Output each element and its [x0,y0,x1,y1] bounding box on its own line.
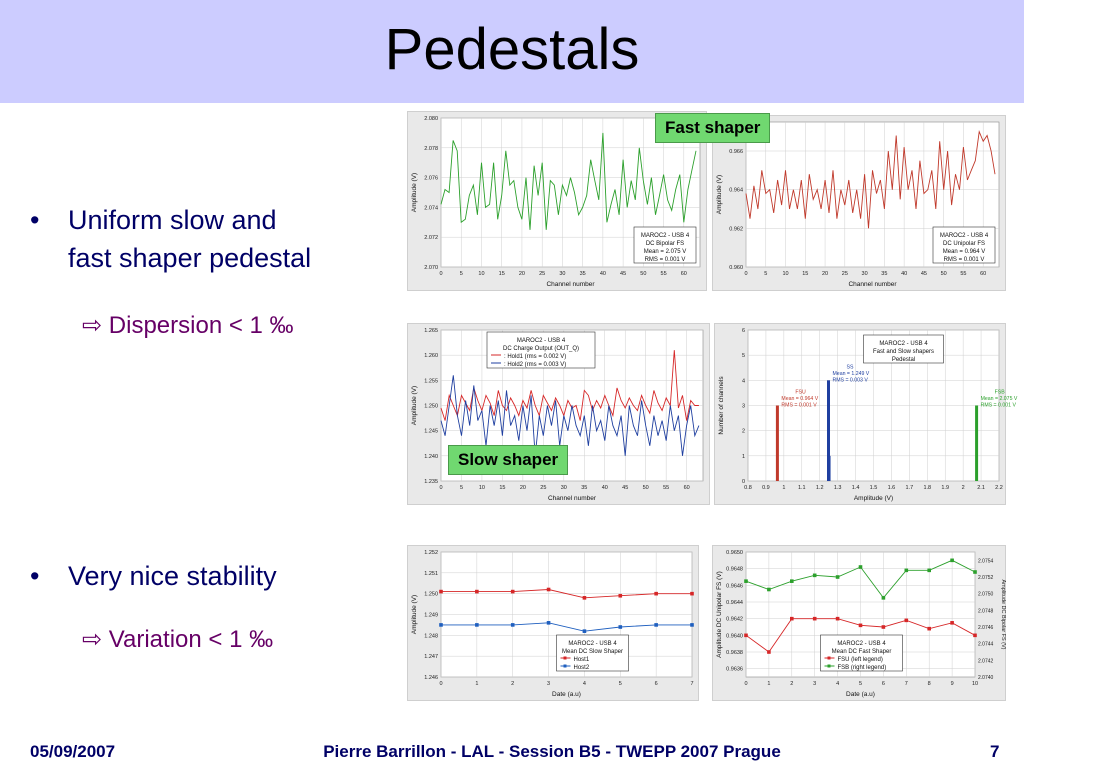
data-point [618,594,622,598]
y-tick-label: 2.076 [424,175,438,182]
x-axis-label: Date (a.u) [552,691,581,698]
y-tick-label: 1.249 [424,612,438,619]
y-tick-label: 2 [741,428,745,435]
chart-charge-output [407,323,710,505]
x-tick-label: 40 [599,271,606,277]
x-tick-label: 35 [881,271,888,277]
y-tick-label: 1.240 [424,453,438,460]
chart-pedestal-histogram [714,323,1018,505]
x-tick-label: 1.5 [869,485,878,491]
x-tick-label: 15 [802,271,809,277]
y-tick-label: 0.9646 [726,583,743,590]
data-point [859,624,863,628]
data-point [790,579,794,583]
y-tick-label: 2.078 [424,145,438,152]
data-point [767,650,771,654]
x-tick-label: 1.4 [851,485,860,491]
slow-shaper-label: Slow shaper [448,445,568,475]
y-tick-label: 1.265 [424,328,438,334]
x-tick-label: 60 [980,271,987,277]
y-tick-label: 2.072 [424,235,438,242]
chart-fast-shaper-stability [712,545,1006,701]
y-tick-label: 0.960 [729,265,743,271]
sub-variation-text: Variation < 1 ‰ [108,626,274,653]
x-tick-label: 4 [582,681,586,687]
x-tick-label: 30 [861,271,868,277]
x-tick-label: 9 [950,681,954,687]
data-point [950,559,954,563]
footer-title: Pierre Barrillon - LAL - Session B5 - TWEPP 2007 Prague [323,742,781,761]
data-point [654,592,658,596]
x-tick-label: 7 [690,681,694,687]
x-tick-label: 20 [519,485,526,491]
data-point [583,629,587,633]
data-point [547,621,551,625]
x-tick-label: 1.1 [797,485,806,491]
legend-entry: : Hold1 (rms = 0.002 V) [504,354,567,360]
data-point [690,623,694,627]
arrow-icon: ⇨ [82,626,103,653]
x-tick-label: 5 [618,681,622,687]
y-tick-label: 2.080 [424,116,438,122]
data-point [859,565,863,569]
y-tick-label: 1.247 [424,654,438,661]
data-point [654,623,658,627]
x-tick-label: 2 [511,681,515,687]
legend-entry: MAROC2 - USB 4 [939,233,989,239]
legend-entry: Fast and Slow shapers [872,349,935,355]
y-tick-label: 0.9636 [726,666,743,673]
bullet-line-1: Uniform slow and [68,205,277,235]
y-tick-label: 0 [741,479,745,485]
histogram-bar [776,406,779,482]
x-axis-label: Amplitude (V) [853,495,894,502]
y-axis-label: Number of channels [718,376,725,435]
legend-marker [828,657,831,660]
x-tick-label: 40 [901,271,908,277]
data-point [973,570,977,574]
series-note: Mean = 0.964 V [781,396,819,402]
fast-shaper-label: Fast shaper [655,113,770,143]
x-axis-label: Channel number [547,495,597,502]
legend-marker [564,657,567,660]
chart-svg [408,546,698,700]
x-tick-label: 2.1 [977,485,985,491]
bullet-stability [30,557,390,595]
x-tick-label: 55 [660,271,667,277]
series-note: Mean = 2.075 V [980,396,1018,402]
data-point [618,625,622,629]
x-tick-label: 35 [579,271,586,277]
y-tick-label: 2.070 [424,265,438,271]
legend-entry: Host1 [573,657,590,663]
chart-svg [713,546,1005,700]
page-title: Pedestals [384,17,640,82]
data-point [475,590,479,594]
y-tick-label: 5 [741,353,745,360]
y-tick-label: 1.235 [424,479,438,485]
legend-entry: RMS = 0.001 V [644,257,686,263]
x-tick-label: 1.3 [833,485,842,491]
x-axis-label: Channel number [546,281,595,288]
y2-axis-label: Amplitude DC Bipolar FS (V) [1000,579,1006,650]
legend-entry: Pedestal [891,357,916,363]
y-tick-label: 1.246 [424,675,438,681]
y-tick-label: 0.9644 [726,600,743,606]
x-tick-label: 50 [640,271,647,277]
x-tick-label: 45 [920,271,927,277]
y-axis-label: Amplitude (V) [411,172,418,213]
data-point [547,588,551,592]
y-tick-label: 0.966 [729,149,743,155]
legend-entry: Mean DC Fast Shaper [831,649,892,655]
x-tick-label: 60 [683,485,690,491]
x-tick-label: 10 [478,485,485,491]
data-point [744,579,748,583]
legend-entry: DC Bipolar FS [645,241,685,247]
x-tick-label: 40 [601,485,608,491]
x-tick-label: 50 [940,271,947,277]
bullet-uniform-pedestal [30,201,390,277]
data-point [950,621,954,625]
y2-tick-label: 2.0744 [978,641,994,648]
x-tick-label: 25 [841,271,848,277]
series-note: Mean = 1.249 V [832,370,870,377]
x-tick-label: 1.8 [923,485,932,491]
y2-tick-label: 2.0750 [978,591,994,598]
series-note: RMS = 0.003 V [832,377,868,384]
legend-entry: DC Unipolar FS [942,241,986,247]
y-tick-label: 1.245 [424,428,438,435]
x-tick-label: 0 [439,271,443,277]
chart-slow-shaper-stability [407,545,699,701]
x-tick-label: 45 [620,271,627,277]
legend-entry: Mean = 2.075 V [643,249,687,255]
chart-svg [715,324,1018,504]
x-tick-label: 5 [764,271,768,277]
data-point [927,627,931,631]
data-point [744,634,748,638]
x-tick-label: 1.9 [941,485,950,491]
y-tick-label: 0.9640 [726,633,743,640]
x-tick-label: 0 [744,271,748,277]
legend-entry: Host2 [573,665,590,671]
x-tick-label: 20 [518,271,525,277]
y2-tick-label: 2.0748 [978,608,994,615]
y-tick-label: 3 [741,403,745,410]
legend-entry: FSU (left legend) [837,657,883,663]
x-tick-label: 2 [790,681,794,687]
y-tick-label: 0.9648 [726,566,743,573]
y-tick-label: 1.252 [424,550,438,556]
data-point [882,625,886,629]
x-tick-label: 0.9 [762,485,770,491]
data-point [973,634,977,638]
legend-entry: Mean DC Slow Shaper [561,649,624,655]
x-tick-label: 0 [439,681,443,687]
histogram-bar [975,406,978,482]
y-tick-label: 0.9638 [726,650,743,656]
x-tick-label: 0 [439,485,443,491]
x-tick-label: 25 [539,271,546,277]
legend-entry: DC Charge Output (OUT_Q) [502,346,580,352]
data-point [813,574,817,578]
data-point [439,590,443,594]
sub-dispersion-text: Dispersion < 1 ‰ [108,312,294,339]
y-tick-label: 1.250 [424,403,438,410]
y-tick-label: 0.9650 [726,550,743,556]
x-tick-label: 10 [971,681,979,687]
x-tick-label: 60 [680,271,687,277]
x-tick-label: 50 [642,485,649,491]
y-axis-label: Amplitude (V) [411,385,418,426]
x-tick-label: 55 [663,485,670,491]
x-tick-label: 10 [782,271,789,277]
legend-entry: MAROC2 - USB 4 [568,641,617,647]
legend-entry: Mean = 0.964 V [942,249,986,255]
data-point [927,569,931,573]
data-point [790,617,794,621]
y-tick-label: 1.255 [424,378,438,385]
x-tick-label: 5 [858,681,863,687]
x-tick-label: 3 [813,681,817,687]
data-point [905,569,909,573]
x-tick-label: 6 [881,681,885,687]
data-point [583,596,587,600]
legend-entry: : Hold2 (rms = 0.003 V) [504,362,567,368]
x-tick-label: 30 [559,271,566,277]
footer-date: 05/09/2007 [30,742,116,761]
x-tick-label: 2 [961,485,965,491]
x-axis-label: Channel number [848,281,897,288]
y2-tick-label: 2.0752 [978,575,994,581]
x-tick-label: 35 [581,485,588,491]
series-note: RMS = 0.001 V [980,402,1016,409]
data-point [439,623,443,627]
y-axis-label: Amplitude (V) [716,174,723,215]
x-tick-label: 55 [960,271,967,277]
series-note: FSB [994,389,1005,396]
x-tick-label: 1 [475,681,479,687]
x-tick-label: 0 [744,681,748,687]
y2-tick-label: 2.0746 [978,625,994,631]
x-axis-label: Date (a.u) [846,691,875,698]
x-tick-label: 5 [459,271,463,277]
data-point [905,619,909,623]
x-tick-label: 5 [459,485,463,491]
y2-tick-label: 2.0740 [978,675,994,681]
x-tick-label: 3 [547,681,551,687]
x-tick-label: 7 [904,681,908,687]
data-point [836,575,840,579]
data-point [511,590,515,594]
legend-entry: MAROC2 - USB 4 [879,341,928,347]
y-tick-label: 0.964 [729,187,743,194]
data-point [767,588,771,592]
sub-dispersion [82,311,294,341]
data-point [836,617,840,621]
data-point [813,617,817,621]
data-point [511,623,515,627]
y-tick-label: 0.962 [729,226,743,233]
y2-tick-label: 2.0754 [978,558,994,565]
histogram-bar [828,456,831,481]
y-tick-label: 2.074 [424,205,438,212]
bullet-line-2: fast shaper pedestal [68,243,312,273]
series-note: SS [846,364,854,371]
y-axis-label: Amplitude DC Unipolar FS (V) [716,571,723,658]
y-tick-label: 1.260 [424,353,438,360]
legend-entry: MAROC2 - USB 4 [837,641,886,647]
x-tick-label: 20 [822,271,829,277]
x-tick-label: 2.2 [995,485,1003,491]
data-point [475,623,479,627]
x-tick-label: 25 [540,485,547,491]
bullet-icon: • [30,561,40,591]
footer-page-number: 7 [990,742,1000,761]
x-tick-label: 6 [654,681,658,687]
legend-marker [564,665,567,668]
legend-entry: RMS = 0.001 V [943,257,985,263]
y-tick-label: 1.251 [424,570,438,577]
x-tick-label: 1.2 [815,485,824,491]
y-tick-label: 0.9642 [726,616,743,623]
x-tick-label: 15 [498,271,505,277]
y-tick-label: 1.250 [424,591,438,598]
x-tick-label: 1 [782,485,786,491]
legend-marker [828,665,831,668]
x-tick-label: 15 [499,485,506,491]
series-note: FSU [795,389,806,396]
y-tick-label: 1 [741,453,745,460]
x-tick-label: 1 [767,681,771,687]
x-tick-label: 30 [560,485,567,491]
y-axis-label: Amplitude (V) [411,594,418,635]
x-tick-label: 45 [622,485,629,491]
data-point [882,596,886,600]
x-tick-label: 0.8 [744,485,752,491]
bullet-icon: • [30,205,40,235]
legend-entry: MAROC2 - USB 4 [516,338,566,344]
bullet-stability-text: Very nice stability [68,561,277,591]
y-tick-label: 1.248 [424,633,438,640]
x-tick-label: 1.7 [905,485,914,491]
legend-entry: FSB (right legend) [837,665,887,671]
arrow-icon: ⇨ [82,312,103,339]
x-tick-label: 8 [927,681,931,687]
y-tick-label: 6 [741,328,745,334]
x-tick-label: 1.6 [887,485,896,491]
x-tick-label: 10 [478,271,485,277]
y2-tick-label: 2.0742 [978,658,994,665]
y-tick-label: 4 [741,378,745,385]
x-tick-label: 4 [836,681,840,687]
legend-entry: MAROC2 - USB 4 [640,233,690,239]
series-note: RMS = 0.001 V [781,402,817,409]
chart-svg [408,324,709,504]
sub-variation [82,625,273,655]
data-point [690,592,694,596]
